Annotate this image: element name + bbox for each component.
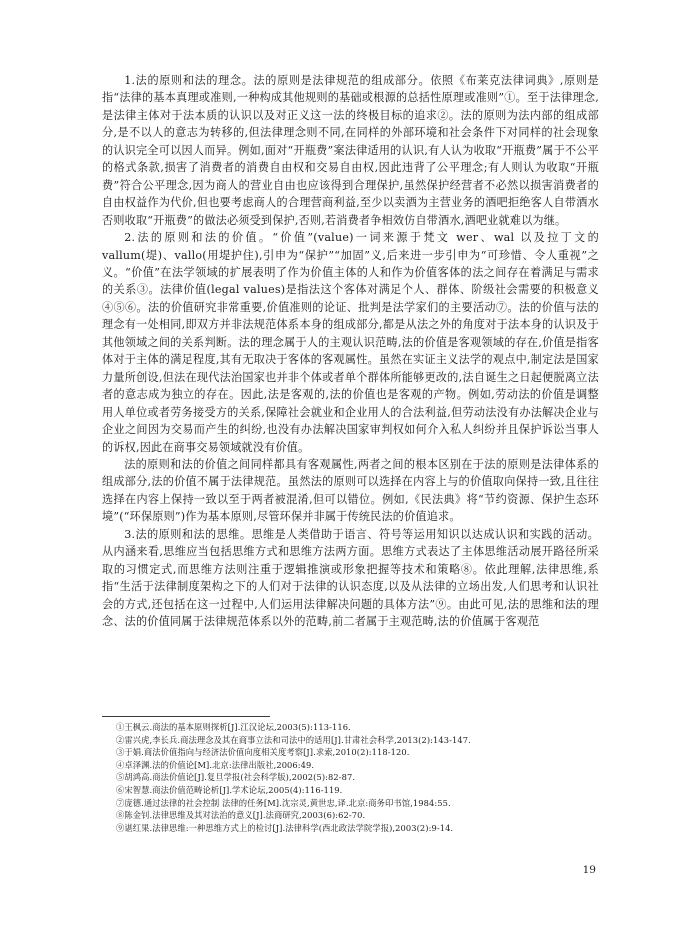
footnote-item-7: ⑦庞德.通过法律的社会控制 法律的任务[M].沈宗灵,黄世忠,译.北京:商务印书馆,1984:55. <box>116 797 451 808</box>
body-paragraph-4: 3.法的原则和法的思维。思维是人类借助于语言、符号等运用知识以达成认识和实践的活动。从内涵来看,思维应当包括思维方式和思维方法两方面。思维方式表达了主体思维活动展开路径所采取的习惯定式,而思维方法则注重于逻辑推演或形象把握等技术和策略⑧。依此理解,法律思维,系指“生活于法律制度架构之下的人们对于法律的认识态度,以及从法律的立场出发,人们思考和认识社会的方式,还包括在这一过程中,人们运用法律解决问题的具体方法”⑨。由此可见,法的思维和法的理念、法的价值同属于法律规范体系以外的范畴,前二者属于主观范畴,法的价值属于客观范 <box>102 527 599 629</box>
footnote-item-9: ⑨谌红果.法律思维:一种思维方式上的检讨[J].法律科学(西北政法学院学报),2003(2):9-14. <box>116 822 454 833</box>
footnote-item-2: ②雷兴虎,李长兵.商法理念及其在商事立法和司法中的适用[J].甘肃社会科学,2013(2):143-147. <box>116 734 471 745</box>
page-body-text <box>102 72 599 631</box>
page-number: 19 <box>582 864 596 876</box>
footnote-item-8: ⑧陈金钊.法律思维及其对法治的意义[J].法商研究,2003(6):62-70. <box>116 810 366 821</box>
footnote-item-1: ①王枫云.商法的基本原则探析[J].江汉论坛,2003(5):113-116. <box>116 722 351 732</box>
body-paragraph-3: 法的原则和法的价值之间同样都具有客观属性,两者之间的根本区别在于法的原则是法律体系的组成部分,法的价值不属于法律规范。虽然法的原则可以选择在内容上与的价值取向保持一致,且往往选择在内容上保持一致以至于两者被混淆,但可以错位。例如,《民法典》将“节约资源、保护生态环境”(“环保原则”)作为基本原则,尽管环保并非属于传统民法的价值追求。 <box>102 457 599 524</box>
footnote-item-4: ④卓泽渊.法的价值论[M].北京:法律出版社,2006:49. <box>116 759 315 770</box>
body-paragraph-2: 2.法的原则和法的价值。“价值”(value)一词来源于梵文 wer、wal 以及拉丁文的 vallum(堤)、vallo(用堤护住),引申为“保护”“加固”义,后来进一步引申为“可珍惜、令人重视”之义。“价值”在法学领域的扩展表明了作为价值主体的人和作为价值客体的法之间存在着满足与需求的关系③。法律价值(legal values)是指法这个客体对满足个人、群体、阶级社会需要的积极意义④⑤⑥。法的价值研究非常重要,价值准则的论证、批判是法学家们的主要活动⑦。法的价值与法的理念有一处相同,即双方并非法规范体系本身的组成部分,都是从法之外的角度对于法本身的认识及于其他领域之间的关系判断。法的理念属于人的主观认识范畴,法的价值是客观领域的存在,价值是指客体对于主体的满足程度,其有无取决于客体的客观属性。虽然在实证主义法学的观点中,制定法是国家力量所创设,但法在现代法治国家也并非个体或者单个群体所能够更改的,法自诞生之日起便脱离立法者的意志成为独立的存在。因此,法是客观的,法的价值也是客观的产物。例如,劳动法的价值是调整用人单位或者劳务接受方的关系,保障社会就业和企业用人的合法利益,但劳动法没有办法解决企业与企业之间因为交易而产生的纠纷,也没有办法解决国家审判权如何介入私人纠纷并且保护诉讼当事人的诉权,因此在商事交易领域就没有价值。 <box>102 231 599 454</box>
footnote-item-3: ③于娟.商法价值指向与经济法价值向度相关度考察[J].求索,2010(2):118-120. <box>116 747 410 758</box>
footnote-separator-rule <box>102 716 270 717</box>
body-paragraph-1: 1.法的原则和法的理念。法的原则是法律规范的组成部分。依照《布莱克法律词典》,原则是指“法律的基本真理或准则,一种构成其他规则的基础或根源的总括性原理或准则”①。至于法律理念,是法律主体对于法本质的认识以及对正义这一法的终极目标的追求②。法的原则为法内部的组成部分,是不以人的意志为转移的,但法律理念则不同,在同样的外部环境和社会条件下对同样的社会现象的认识完全可以因人而异。例如,面对“开瓶费”案法律适用的认识,有人认为收取“开瓶费”属于不公平的格式条款,损害了消费者的消费自由权和交易自由权,因此违背了公平理念;有人则认为收取“开瓶费”符合公平理念,因为商人的营业自由也应该得到合理保护,虽然保护经营者不必然以损害消费者的自由权益作为代价,但也要考虑商人的合理营商利益,至少以卖酒为主营业务的酒吧拒绝客人自带酒水否则收取“开瓶费”的做法必须受到保护,否则,若消费者争相效仿自带酒水,酒吧业就难以为继。 <box>102 74 599 227</box>
footnotes-section <box>102 716 599 834</box>
footnote-item-6: ⑥宋智慧.商法价值范畴论析[J].学术论坛,2005(4):116-119. <box>116 784 343 795</box>
footnote-item-5: ⑤胡鸿高.商法价值论[J].复旦学报(社会科学版),2002(5):82-87. <box>116 772 356 783</box>
